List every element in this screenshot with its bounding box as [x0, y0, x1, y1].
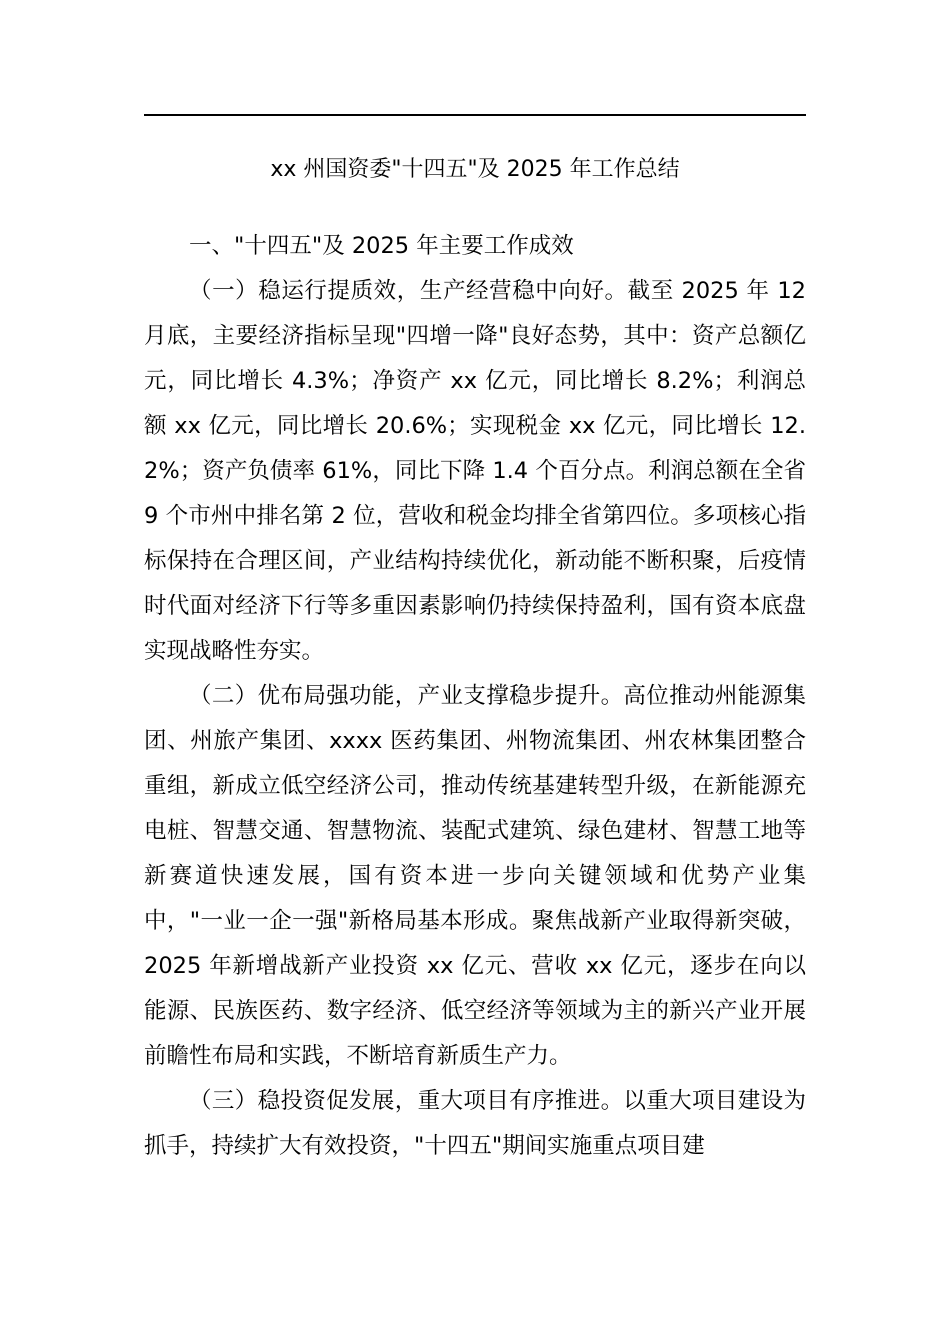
header-rule [144, 114, 806, 116]
document-title: xx 州国资委"十四五"及 2025 年工作总结 [270, 157, 680, 182]
paragraph-1: （一）稳运行提质效，生产经营稳中向好。截至 2025 年 12 月底，主要经济指标呈现"四增一降"良好态势，其中：资产总额亿元，同比增长 4.3%；净资产 xx 亿元，同比增长 8.2%；利润总额 xx 亿元，同比增长 20.6%；实现税金 xx 亿元，同比增长 12.2%；资产负债率 61%，同比下降 1.4 个百分点。利润总额在全省 9 个市州中排名第 2 位，营收和税金均排全省第四位。多项核心指标保持在合理区间，产业结构持续优化，新动能不断积聚，后疫情时代面对经济下行等多重因素影响仍持续保持盈利，国有资本底盘实现战略性夯实。 [144, 278, 806, 664]
paragraph-2: （二）优布局强功能，产业支撑稳步提升。高位推动州能源集团、州旅产集团、xxxx 医药集团、州物流集团、州农林集团整合重组，新成立低空经济公司，推动传统基建转型升级，在新能源充电桩、智慧交通、智慧物流、装配式建筑、绿色建材、智慧工地等新赛道快速发展，国有资本进一步向关键领域和优势产业集中，"一业一企一强"新格局基本形成。聚焦战新产业取得新突破，2025 年新增战新产业投资 xx 亿元、营收 xx 亿元，逐步在向以能源、民族医药、数字经济、低空经济等领域为主的新兴产业开展前瞻性布局和实践，不断培育新质生产力。 [144, 683, 806, 1069]
paragraph-3: （三）稳投资促发展，重大项目有序推进。以重大项目建设为抓手，持续扩大有效投资，"十四五"期间实施重点项目建 [144, 1088, 806, 1159]
document-body [144, 224, 806, 1169]
section-heading: 一、"十四五"及 2025 年主要工作成效 [189, 233, 574, 259]
